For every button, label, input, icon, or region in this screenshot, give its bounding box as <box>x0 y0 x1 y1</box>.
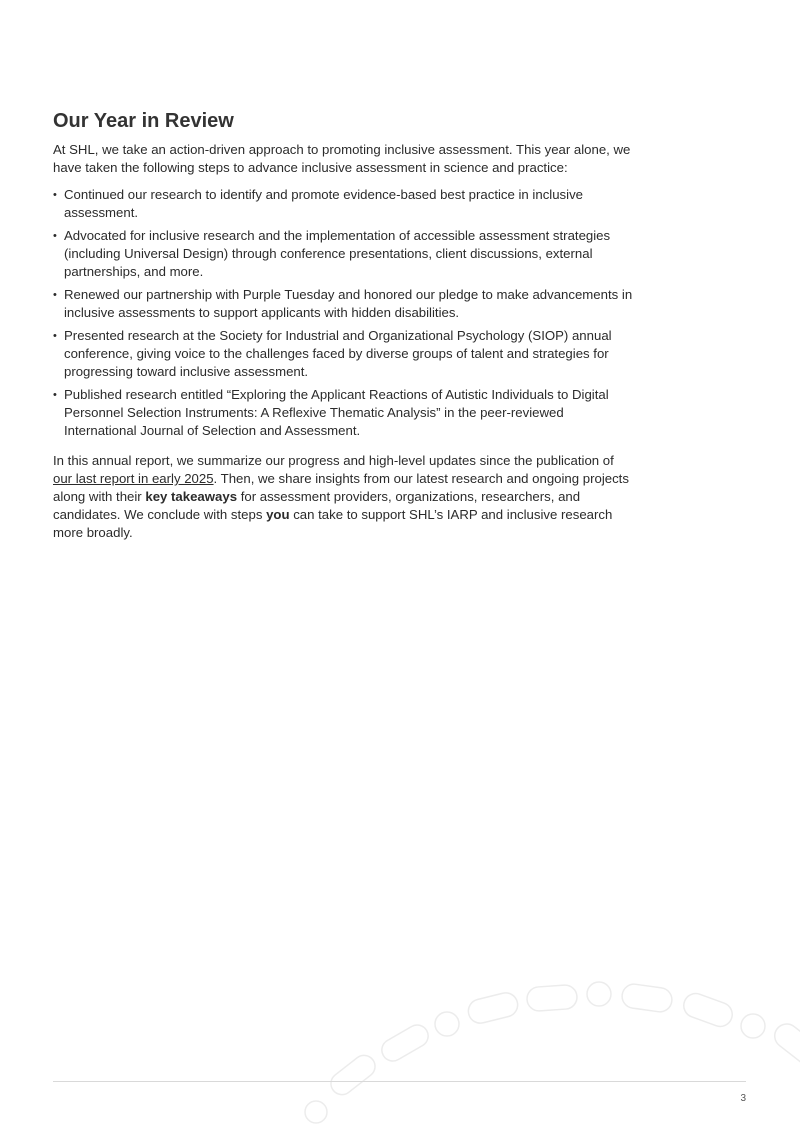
list-item-text: Advocated for inclusive research and the implementation of accessible assessment strategies (including Universal Design) through conference presentations, client discussions, external partnerships, and more. <box>64 228 611 279</box>
last-report-link[interactable]: our last report in early 2025 <box>53 471 214 486</box>
decor-pill <box>526 984 578 1011</box>
decor-pill <box>770 1019 800 1069</box>
bullet-icon: • <box>53 230 57 242</box>
page-title: Our Year in Review <box>53 110 234 132</box>
list-item-text: Published research entitled “Exploring the Applicant Reactions of Autistic Individuals to Digital Personnel Selection Instruments: A Reflexive Thematic Analysis” in the peer-reviewed International Journal of Selection and Assessment. <box>64 387 609 438</box>
decor-pill <box>621 983 674 1014</box>
list-item <box>53 386 633 440</box>
decor-pill <box>378 1021 432 1065</box>
decorative-pattern <box>0 960 800 1130</box>
decor-circle <box>587 982 611 1006</box>
list-item-text: Presented research at the Society for Industrial and Organizational Psychology (SIOP) annual conference, giving voice to the challenges faced by diverse groups of talent and strategies for progressing toward inclusive assessment. <box>64 328 612 379</box>
list-item <box>53 227 633 281</box>
decor-pill <box>680 990 735 1030</box>
decor-pill <box>466 990 520 1025</box>
decor-circle <box>741 1014 765 1038</box>
bullet-icon: • <box>53 289 57 301</box>
list-item <box>53 286 633 322</box>
closing-paragraph <box>53 452 633 542</box>
list-item-text: Continued our research to identify and promote evidence-based best practice in inclusive assessment. <box>64 187 584 220</box>
bullet-icon: • <box>53 330 57 342</box>
bullet-icon: • <box>53 189 57 201</box>
closing-text: can take to support SHL’s IARP and inclusive research more broadly. <box>53 507 613 540</box>
intro-paragraph: At SHL, we take an action-driven approach to promoting inclusive assessment. This year alone, we have taken the following steps to advance inclusive assessment in science and practice: <box>53 142 631 175</box>
list-item <box>53 186 633 222</box>
key-takeaways-emphasis: key takeaways <box>145 489 238 504</box>
page-number: 3 <box>740 1093 746 1104</box>
steps-list <box>53 186 633 440</box>
closing-text: . Then, we share insights from our latest research and ongoing projects along with their <box>53 471 629 504</box>
list-item <box>53 327 633 381</box>
you-emphasis: you <box>266 507 290 522</box>
decor-circle <box>305 1101 327 1123</box>
bullet-icon: • <box>53 389 57 401</box>
closing-text: for assessment providers, organizations, researchers, and candidates. We conclude with steps <box>53 489 581 522</box>
main-content <box>53 108 633 542</box>
decor-circle <box>435 1012 459 1036</box>
footer-divider <box>53 1081 746 1082</box>
closing-text: In this annual report, we summarize our progress and high-level updates since the publication of <box>53 453 614 468</box>
decor-pill <box>327 1051 380 1099</box>
list-item-text: Renewed our partnership with Purple Tuesday and honored our pledge to make advancements in inclusive assessments to support applicants with hidden disabilities. <box>64 287 633 320</box>
